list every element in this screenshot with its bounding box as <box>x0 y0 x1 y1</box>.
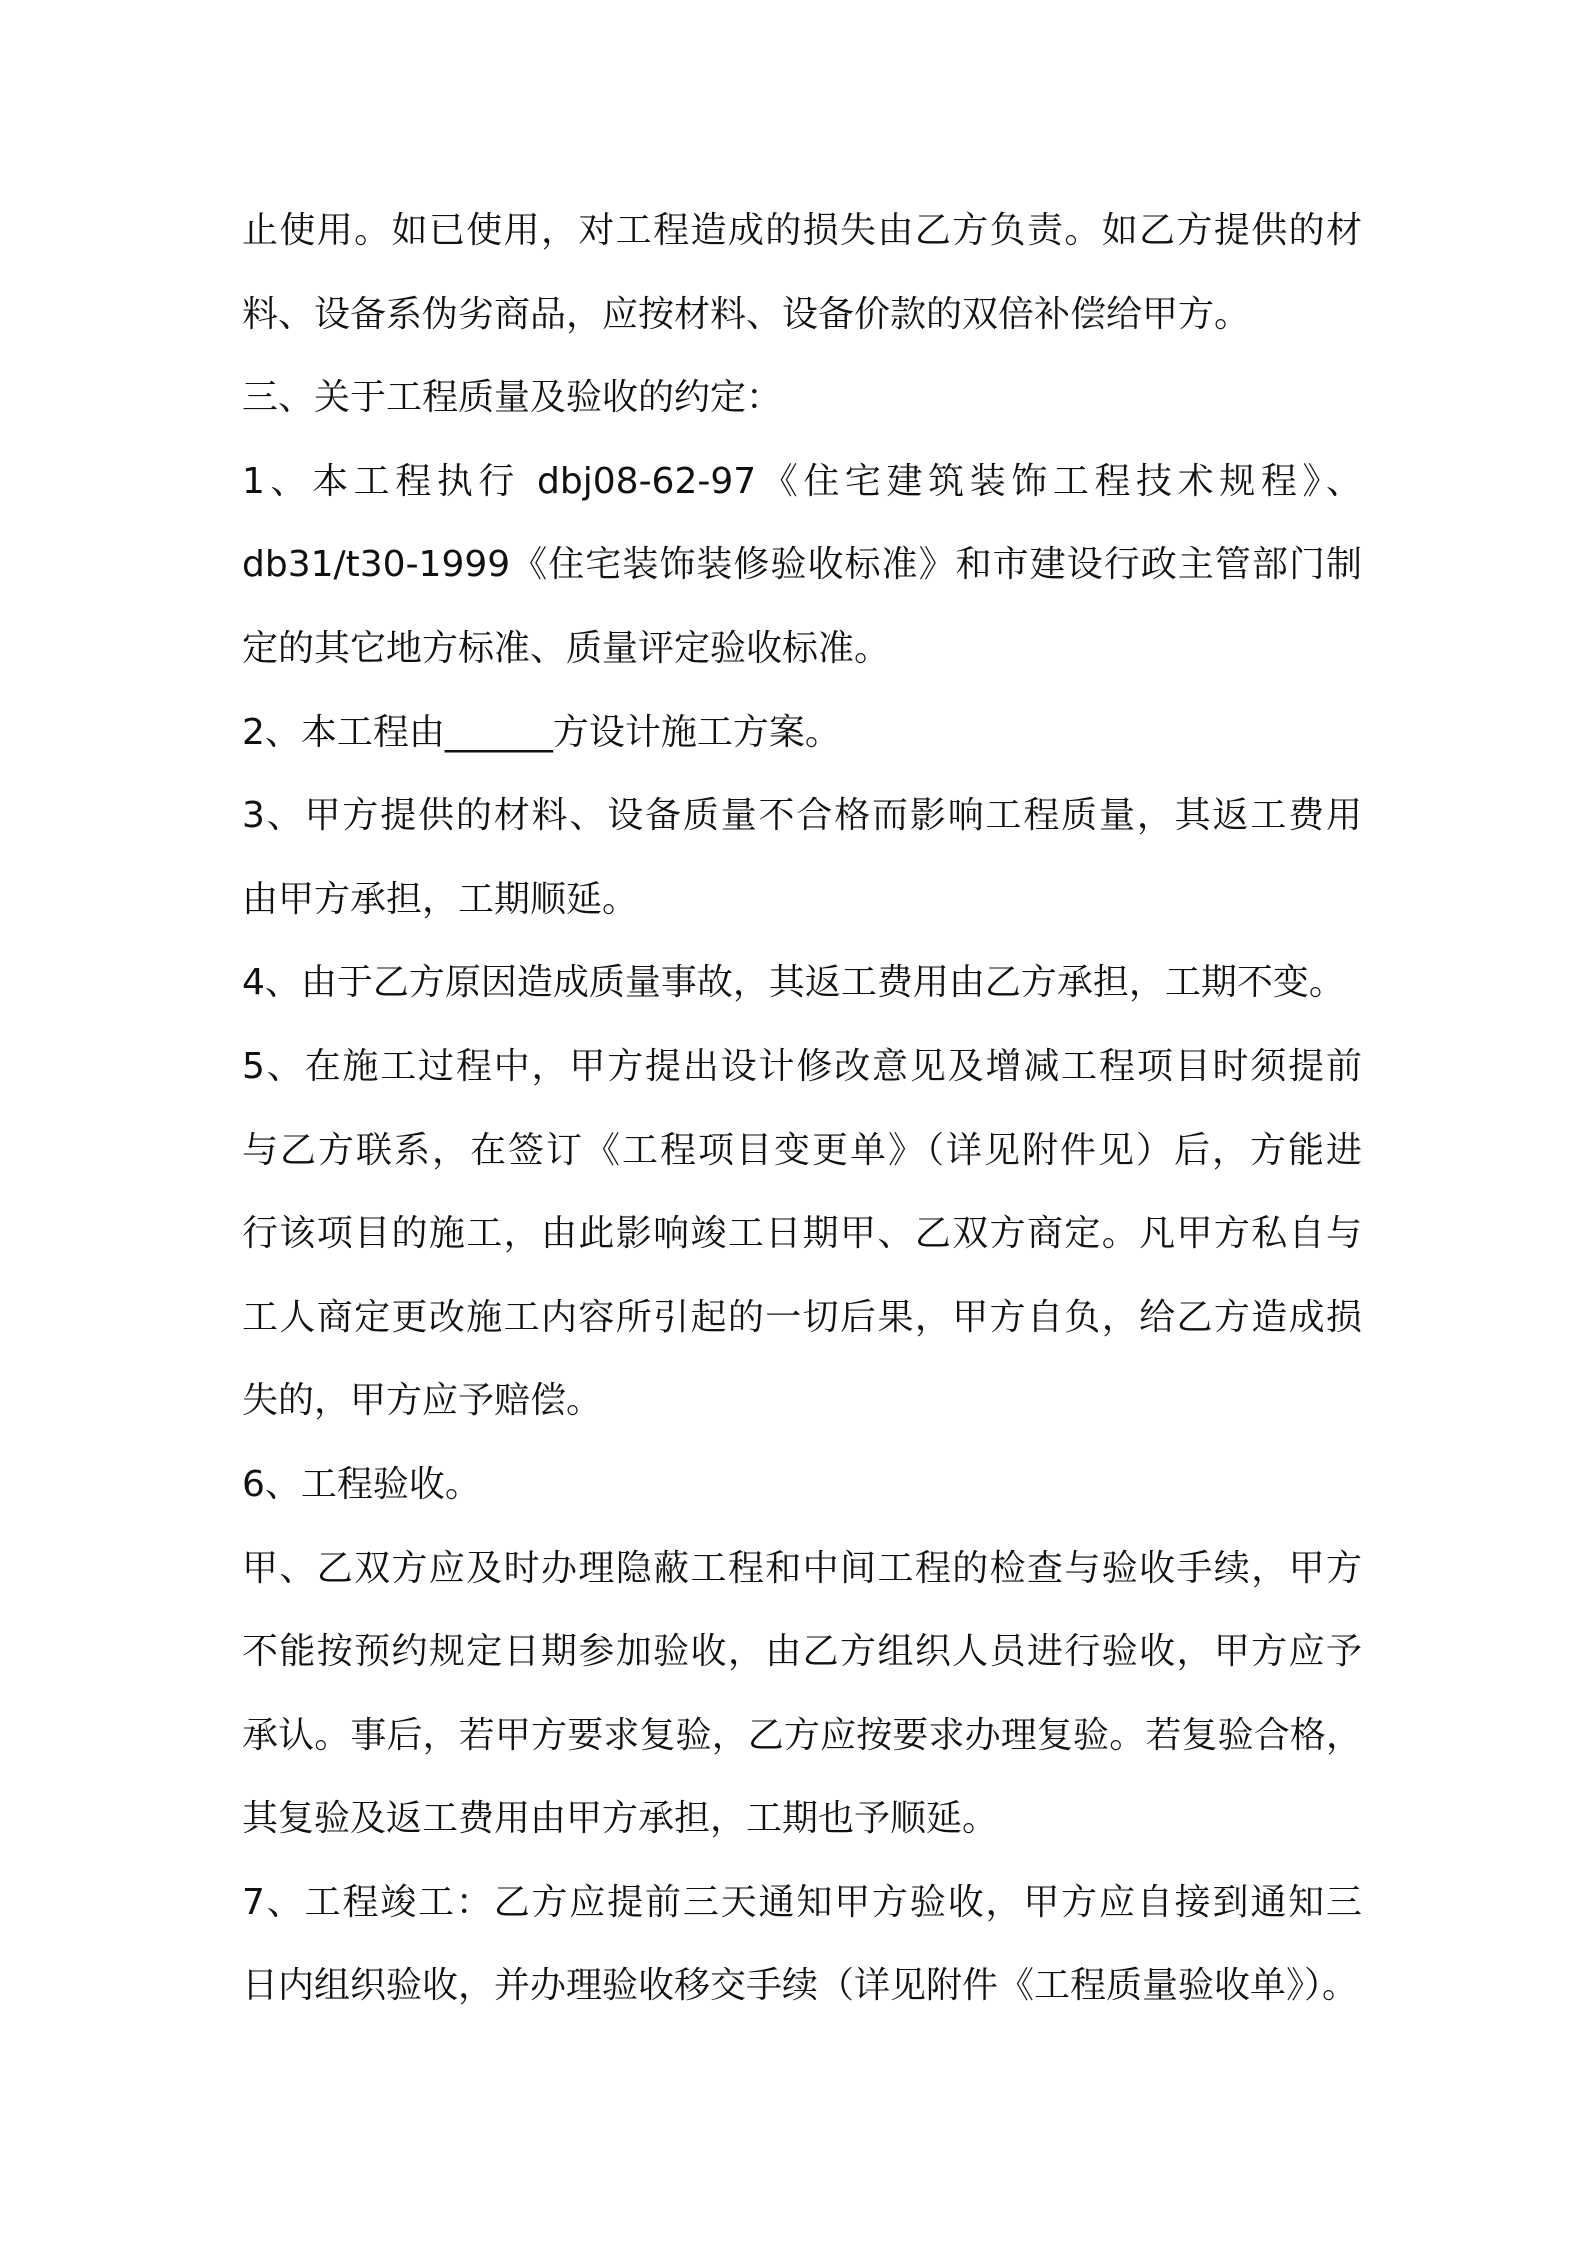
text-line: 行该项目的施工，由此影响竣工日期甲、乙双方商定。凡甲方私自与 <box>242 1213 1362 1255</box>
text-line: 工人商定更改施工内容所引起的一切后果，甲方自负，给乙方造成损 <box>242 1296 1362 1338</box>
text-line: 三、关于工程质量及验收的约定： <box>242 377 783 419</box>
text-line: 1、本工程执行 dbj08-62-97《住宅建筑装饰工程技术规程》、 <box>242 460 1362 502</box>
text-line: 定的其它地方标准、质量评定验收标准。 <box>242 627 891 669</box>
document-body <box>242 189 1362 2028</box>
clause-7 <box>242 1861 1362 2028</box>
text-line: 4、由于乙方原因造成质量事故，其返工费用由乙方承担，工期不变。 <box>242 962 1345 1004</box>
text-line: 3、甲方提供的材料、设备质量不合格而影响工程质量，其返工费用 <box>242 795 1362 837</box>
text-line: 日内组织验收，并办理验收移交手续（详见附件《工程质量验收单》）。 <box>242 1965 1359 2007</box>
clause-5 <box>242 1025 1362 1443</box>
text-line: 与乙方联系，在签订《工程项目变更单》（详见附件见）后，方能进 <box>242 1129 1362 1171</box>
text-line: db31/t30-1999《住宅装饰装修验收标准》和市建设行政主管部门制 <box>242 544 1362 586</box>
text-line: 失的，甲方应予赔偿。 <box>242 1380 603 1422</box>
text-line: 料、设备系伪劣商品，应按材料、设备价款的双倍补偿给甲方。 <box>242 293 1251 335</box>
section-heading <box>242 356 1362 440</box>
clause-4 <box>242 941 1362 1025</box>
clause-6-body <box>242 1527 1362 1861</box>
text-line: 7、工程竣工：乙方应提前三天通知甲方验收，甲方应自接到通知三 <box>242 1881 1362 1923</box>
paragraph-continuation <box>242 189 1362 356</box>
text-line: 5、在施工过程中，甲方提出设计修改意见及增减工程项目时须提前 <box>242 1045 1362 1087</box>
text-line: 止使用。如已使用，对工程造成的损失由乙方负责。如乙方提供的材 <box>242 210 1362 251</box>
text-line: 6、工程验收。 <box>242 1463 481 1505</box>
text-line: 由甲方承担，工期顺延。 <box>242 878 639 920</box>
clause-1 <box>242 440 1362 691</box>
text-line: 不能按预约规定日期参加验收，由乙方组织人员进行验收，甲方应予 <box>242 1631 1362 1673</box>
text-line: 2、本工程由______方设计施工方案。 <box>242 711 841 753</box>
clause-3 <box>242 774 1362 941</box>
text-line: 承认。事后，若甲方要求复验，乙方应按要求办理复验。若复验合格， <box>242 1714 1362 1756</box>
clause-6 <box>242 1443 1362 1527</box>
clause-2 <box>242 691 1362 775</box>
text-line: 其复验及返工费用由甲方承担，工期也予顺延。 <box>242 1798 999 1840</box>
text-line: 甲、乙双方应及时办理隐蔽工程和中间工程的检查与验收手续，甲方 <box>242 1547 1362 1589</box>
